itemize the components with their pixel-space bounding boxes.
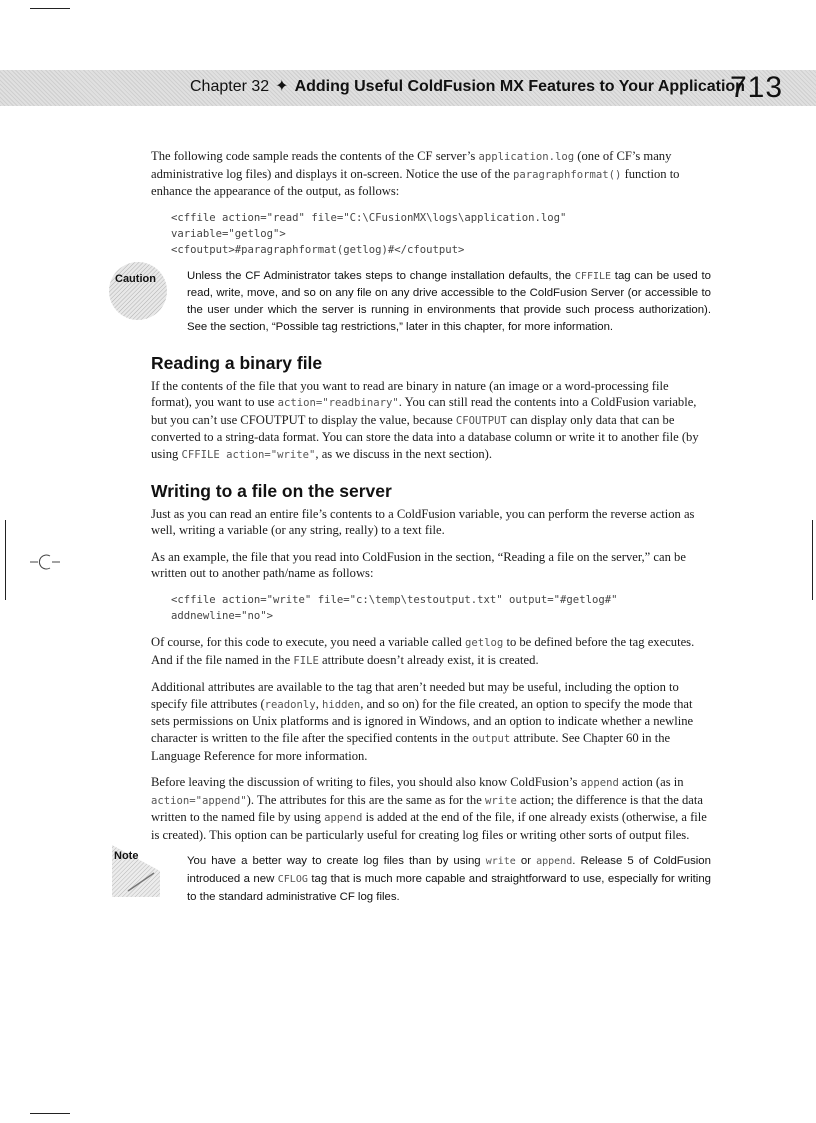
page-number: 713 (730, 71, 784, 104)
note-callout (114, 850, 711, 905)
crop-mark-top-left (30, 8, 70, 9)
inline-code: write (484, 794, 517, 807)
paragraph-attributes: Additional attributes are available to the tag that aren’t needed but may be useful, including the option to specify file attributes (readonly, hidden, and so on) for the file created, an option to specify the mode that sets permissions on Unix platforms and is ignored in Windows, and an option to indicate whether a newline character is written to the file after the specified contents in the output attribute. See Chapter 60 in the Language Reference for more information. (151, 680, 694, 763)
inline-code: readonly (264, 698, 316, 711)
page-content (114, 148, 711, 922)
heading-writing-file: Writing to a file on the server (151, 480, 392, 501)
note-text: You have a better way to create log files than by using write or append. Release 5 of ColdFusion introduced a new CFLOG tag that is much more capable and straightforward to use, especially for writing to the standard administrative CF log files. (187, 855, 711, 903)
diamond-icon: ✦ (275, 78, 289, 95)
chapter-label: Chapter 32 (190, 78, 270, 95)
crop-mark-bottom-left (30, 1113, 70, 1114)
paragraph-writing-intro: Just as you can read an entire file’s contents to a ColdFusion variable, you can perform the reverse action as well, writing a variable (or any string, really) to a text file. (151, 506, 695, 538)
crop-mark-right-rule (812, 520, 813, 600)
inline-code: FILE (293, 654, 319, 667)
paragraph-binary: If the contents of the file that you want to read are binary in nature (an image or a word-processing file format), you want to use action="readbinary". You can still read the contents into a ColdFusion variable, but you can’t use CFOUTPUT to display the value, because CFOUTPUT can display only data that can be converted to a string-data format. You can store the data into a database column or write it to another file (by using CFFILE action="write", as we discuss in the next section). (151, 378, 699, 461)
code-block-read: <cffile action="read" file="C:\CFusionMX\logs\application.log" variable="getlog"> <cfoutput>#paragraphformat(getlog)#</cfoutput> (171, 211, 567, 256)
heading-reading-binary: Reading a binary file (151, 352, 323, 373)
inline-code: CFFILE action="write" (181, 448, 316, 461)
inline-code: CFFILE (574, 270, 612, 282)
inline-code: action="readbinary" (277, 397, 399, 410)
inline-code: append (536, 856, 573, 868)
inline-code: append (580, 777, 619, 790)
note-icon (106, 845, 166, 905)
paragraph-getlog: Of course, for this code to execute, you need a variable called getlog to be defined before the tag executes. And if the file named in the FILE attribute doesn’t already exist, it is created. (151, 634, 695, 667)
inline-code: application.log (478, 151, 575, 163)
inline-code: paragraphformat() (512, 168, 622, 181)
inline-code: hidden (321, 698, 361, 711)
code-block-write: <cffile action="write" file="c:\temp\testoutput.txt" output="#getlog#" addnewline="no"> (171, 593, 618, 622)
svg-text:Caution: Caution (115, 272, 156, 285)
caution-icon (107, 260, 169, 322)
crop-mark-left-rule (5, 520, 6, 600)
caution-callout (115, 268, 711, 336)
inline-code: append (324, 812, 363, 825)
caution-text: Unless the CF Administrator takes steps to change installation defaults, the CFFILE tag can be used to read, write, move, and so on any file on any drive accessible to the ColdFusion Server (or accessible to the user under which the server is running in environments that provide such process authorization). See the section, “Possible tag restrictions,” later in this chapter, for more information. (187, 269, 711, 333)
inline-code: CFOUTPUT (455, 414, 507, 427)
inline-code: write (485, 856, 516, 868)
inline-code: output (472, 732, 511, 745)
inline-code: getlog (465, 636, 504, 649)
chapter-title: Adding Useful ColdFusion MX Features to Your Application (294, 78, 745, 95)
inline-code: action="append" (151, 794, 247, 807)
running-header (190, 73, 745, 101)
registration-mark-icon (30, 552, 60, 572)
inline-code: CFLOG (277, 874, 308, 886)
svg-text:Note: Note (114, 850, 139, 863)
paragraph-example: As an example, the file that you read into ColdFusion in the section, “Reading a file on the server,” can be written out to another path/name as follows: (151, 549, 686, 581)
paragraph-intro: The following code sample reads the contents of the CF server’s application.log (one of CF’s many administrative log files) and displays it on-screen. Notice the use of the paragraphformat() function to enhance the appearance of the output, as follows: (151, 149, 680, 199)
paragraph-append: Before leaving the discussion of writing to files, you should also know ColdFusion’s append action (as in action="append"). The attributes for this are the same as for the write action; the difference is that the data written to the named file by using append is added at the end of the file, if one already exists (otherwise, a file is created). This option can be particularly useful for creating log files or writing other sorts of output files. (151, 775, 707, 842)
